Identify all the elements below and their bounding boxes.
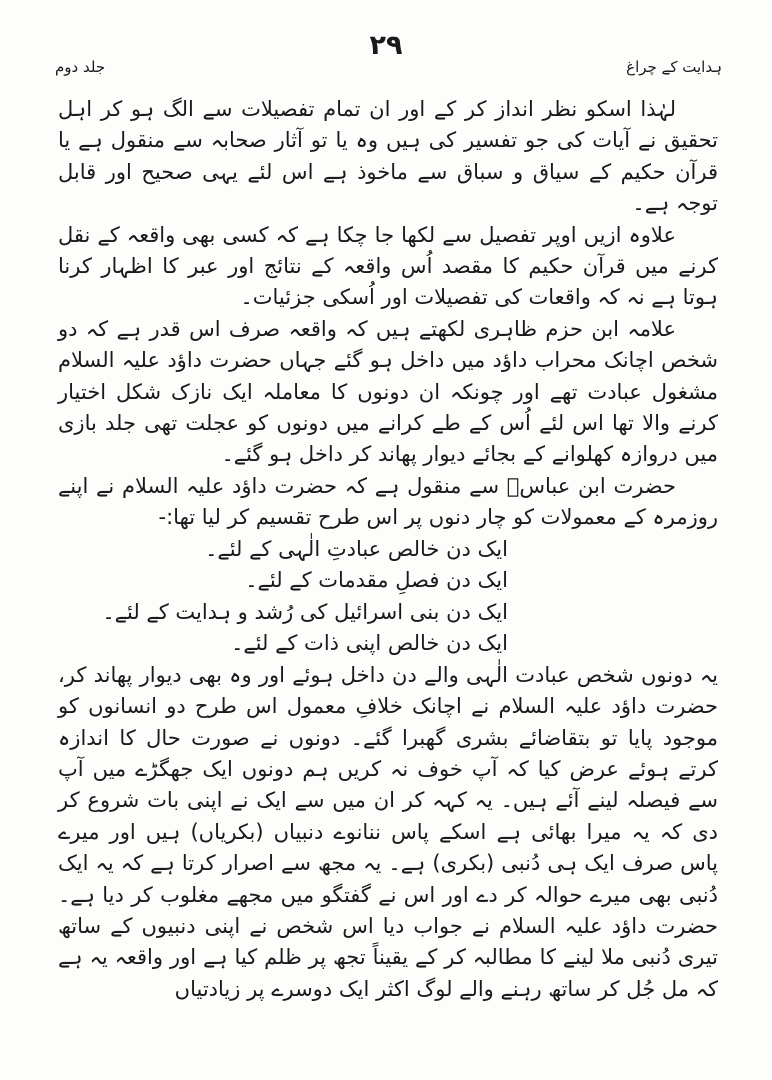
book-title: ہدایت کے چراغ: [626, 58, 722, 76]
list-item: ایک دن بنی اسرائیل کی رُشد و ہدایت کے لئے۔: [102, 599, 508, 624]
paragraph-4: حضرت ابن عباسؓ سے منقول ہے کہ حضرت داؤد علیہ السلام نے اپنے روزمرہ کے معمولات کو چار دنوں پر اس طرح تقسیم کر لیا تھا:-: [58, 473, 718, 530]
schedule-list: [58, 534, 718, 660]
paragraph-3: علامہ ابن حزم ظاہری لکھتے ہیں کہ واقعہ صرف اس قدر ہے کہ دو شخص اچانک محراب داؤد میں داخل ہو گئے جہاں حضرت داؤد علیہ السلام مشغول عبادت تھے اور چونکہ ان دونوں کا معاملہ ایک نازک شکل اختیار کرنے والا تھا اس لئے اُس کے طے کرانے میں دونوں کو عجلت تھی جلد بازی میں دروازہ کھلوانے کے بجائے دیوار پھاند کر داخل ہو گئے۔: [58, 316, 718, 467]
list-item: ایک دن خالص عبادتِ الٰہی کے لئے۔: [205, 536, 508, 561]
paragraph-2: علاوہ ازیں اوپر تفصیل سے لکھا جا چکا ہے کہ کسی بھی واقعہ کے نقل کرنے میں قرآن حکیم کا مقصد اُس واقعہ کے نتائج اور عبر کا اظہار کرنا ہوتا ہے نہ کہ واقعات کی تفصیلات اور اُسکی جزئیات۔: [58, 222, 718, 310]
page-number: ۲۹: [369, 30, 403, 61]
paragraph-1: لہٰذا اسکو نظر انداز کر کے اور ان تمام تفصیلات سے الگ ہو کر اہل تحقیق نے آیات کی جو تفسیر کی ہیں وہ یا تو آثار صحابہ سے منقول ہے یا قرآن حکیم کے سیاق و سباق سے ماخوذ ہے اس لئے یہی صحیح اور قابل توجہ ہے۔: [58, 97, 718, 216]
page-body: [58, 94, 718, 1005]
volume-label: جلد دوم: [55, 58, 106, 76]
paragraph-5: یہ دونوں شخص عبادت الٰہی والے دن داخل ہوئے اور وہ بھی دیوار پھاند کر، حضرت داؤد علیہ السلام نے اچانک خلافِ معمول اس طرح دو انسانوں کو موجود پایا تو بتقاضائے بشری گھبرا گئے۔ دونوں نے صورت حال کا اندازہ کرتے ہوئے عرض کیا کہ آپ خوف نہ کریں ہم دونوں ایک جھگڑے میں آپ سے فیصلہ لینے آئے ہیں۔ یہ کہہ کر ان میں سے ایک نے اپنی بات شروع کر دی کہ یہ میرا بھائی ہے اسکے پاس ننانوے دنبیاں (بکریاں) ہیں اور میرے پاس صرف ایک ہی دُنبی (بکری) ہے۔ یہ مجھ سے اصرار کرتا ہے کہ یہ ایک دُنبی بھی میرے حوالہ کر دے اور اس نے گفتگو میں مجھے مغلوب کر دیا ہے۔ حضرت داؤد علیہ السلام نے جواب دیا اس شخص نے اپنی دنبیوں کے ساتھ تیری دُنبی ملا لینے کا مطالبہ کر کے یقیناً تجھ پر ظلم کیا ہے اور واقعہ یہ ہے کہ مل جُل کر ساتھ رہنے والے لوگ اکثر ایک دوسرے پر زیادتیاں: [58, 662, 718, 1001]
list-item: ایک دن فصلِ مقدمات کے لئے۔: [245, 568, 508, 593]
list-item: ایک دن خالص اپنی ذات کے لئے۔: [231, 631, 508, 656]
